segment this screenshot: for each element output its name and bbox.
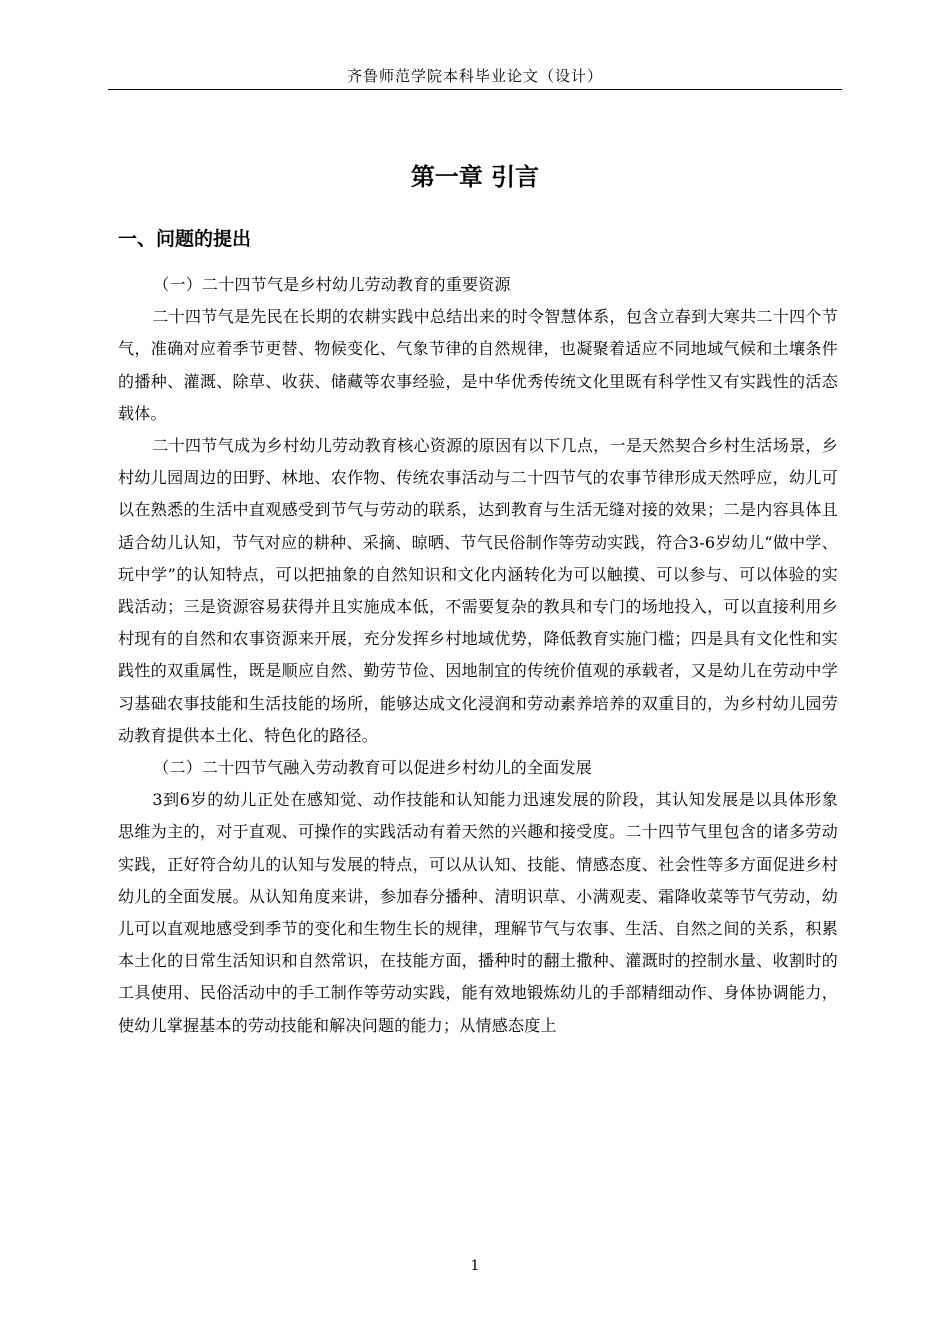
- chapter-title: 第一章 引言: [410, 163, 540, 191]
- header-rule: [108, 89, 842, 90]
- section-title: 一、问题的提出: [118, 228, 252, 250]
- paragraph-3: 3到6岁的幼儿正处在感知觉、动作技能和认知能力迅速发展的阶段，其认知发展是以具体形象思维为主的，对于直观、可操作的实践活动有着天然的兴趣和接受度。二十四节气里包含的诸多劳动实践，正好符合幼儿的认知与发展的特点，可以从认知、技能、情感态度、社会性等多方面促进乡村幼儿的全面发展。从认知角度来讲，参加春分播种、清明识草、小满观麦、霜降收菜等节气劳动，幼儿可以直观地感受到季节的变化和生物生长的规律，理解节气与农事、生活、自然之间的关系，积累本土化的日常生活知识和自然常识，在技能方面，播种时的翻土撒种、灌溉时的控制水量、收割时的工具使用、民俗活动中的手工制作等劳动实践，能有效地锻炼幼儿的手部精细动作、身体协调能力，使幼儿掌握基本的劳动技能和解决问题的能力；从情感态度上: [118, 790, 838, 1035]
- subsection-title-2: （二）二十四节气融入劳动教育可以促进乡村幼儿的全面发展: [153, 758, 592, 778]
- subsection-title-1: （一）二十四节气是乡村幼儿劳动教育的重要资源: [153, 275, 511, 294]
- running-header: 齐鲁师范学院本科毕业论文（设计）: [346, 67, 603, 85]
- paragraph-2: 二十四节气成为乡村幼儿劳动教育核心资源的原因有以下几点，一是天然契合乡村生活场景，乡村幼儿园周边的田野、林地、农作物、传统农事活动与二十四节气的农事节律形成天然呼应，幼儿可以在熟悉的生活中直观感受到节气与劳动的联系，达到教育与生活无缝对接的效果；二是内容具体且适合幼儿认知，节气对应的耕种、采摘、晾晒、节气民俗制作等劳动实践，符合3-6岁幼儿“做中学、玩中学”的认知特点，可以把抽象的自然知识和文化内涵转化为可以触摸、可以参与、可以体验的实践活动；三是资源容易获得并且实施成本低，不需要复杂的教具和专门的场地投入，可以直接利用乡村现有的自然和农事资源来开展，充分发挥乡村地域优势，降低教育实施门槛；四是具有文化性和实践性的双重属性，既是顺应自然、勤劳节俭、因地制宜的传统价值观的承载者，又是幼儿在劳动中学习基础农事技能和生活技能的场所，能够达成文化浸润和劳动素养培养的双重目的，为乡村幼儿园劳动教育提供本土化、特色化的路径。: [118, 436, 838, 745]
- body-text: [118, 269, 838, 1042]
- page-number: 1: [470, 1258, 480, 1274]
- paragraph-1: 二十四节气是先民在长期的农耕实践中总结出来的时令智慧体系，包含立春到大寒共二十四个节气，准确对应着季节更替、物候变化、气象节律的自然规律，也凝聚着适应不同地域气候和土壤条件的播种、灌溉、除草、收获、储藏等农事经验，是中华优秀传统文化里既有科学性又有实践性的活态载体。: [118, 307, 838, 423]
